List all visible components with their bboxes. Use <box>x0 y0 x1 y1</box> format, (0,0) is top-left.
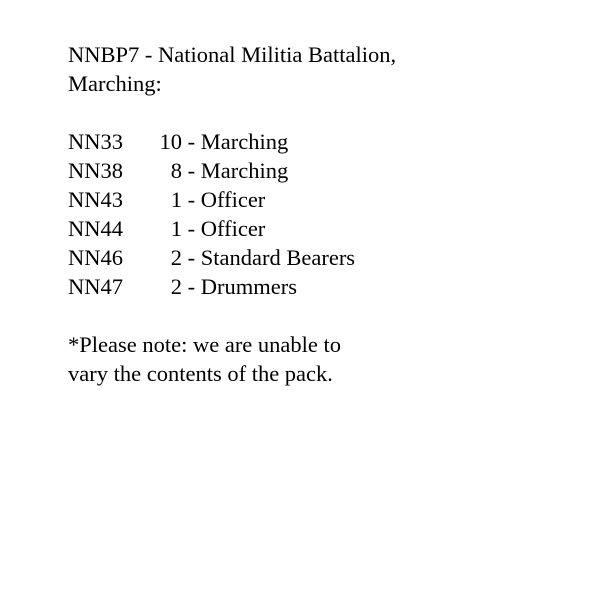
item-quantity: 2 <box>170 245 182 270</box>
spacer <box>68 98 568 127</box>
item-description: Marching <box>200 129 289 154</box>
list-item <box>68 243 568 272</box>
item-description: Marching <box>200 158 289 183</box>
item-code: NN43 <box>68 187 123 212</box>
list-item <box>68 214 568 243</box>
pack-title-continued: Marching: <box>68 71 162 96</box>
item-description: Officer <box>200 216 266 241</box>
spacer <box>68 301 568 330</box>
item-code: NN33 <box>68 129 123 154</box>
item-separator: - <box>182 216 201 241</box>
item-quantity: 1 <box>170 216 182 241</box>
pack-document <box>68 40 568 388</box>
item-code: NN44 <box>68 216 123 241</box>
pack-note-continued: vary the contents of the pack. <box>68 361 333 386</box>
item-description: Standard Bearers <box>200 245 356 270</box>
list-item <box>68 156 568 185</box>
pack-note: *Please note: we are unable to <box>68 332 342 357</box>
item-code: NN47 <box>68 274 123 299</box>
list-item <box>68 127 568 156</box>
item-quantity: 1 <box>170 187 182 212</box>
item-quantity: 10 <box>159 129 182 154</box>
list-item <box>68 185 568 214</box>
item-separator: - <box>182 245 201 270</box>
item-separator: - <box>182 129 201 154</box>
item-code: NN46 <box>68 245 123 270</box>
item-description: Drummers <box>200 274 297 299</box>
item-separator: - <box>182 274 201 299</box>
list-item <box>68 272 568 301</box>
item-code: NN38 <box>68 158 123 183</box>
pack-title: NNBP7 - National Militia Battalion, <box>68 42 397 67</box>
item-quantity: 2 <box>170 274 182 299</box>
item-separator: - <box>182 158 201 183</box>
item-separator: - <box>182 187 201 212</box>
item-description: Officer <box>200 187 266 212</box>
item-quantity: 8 <box>170 158 182 183</box>
